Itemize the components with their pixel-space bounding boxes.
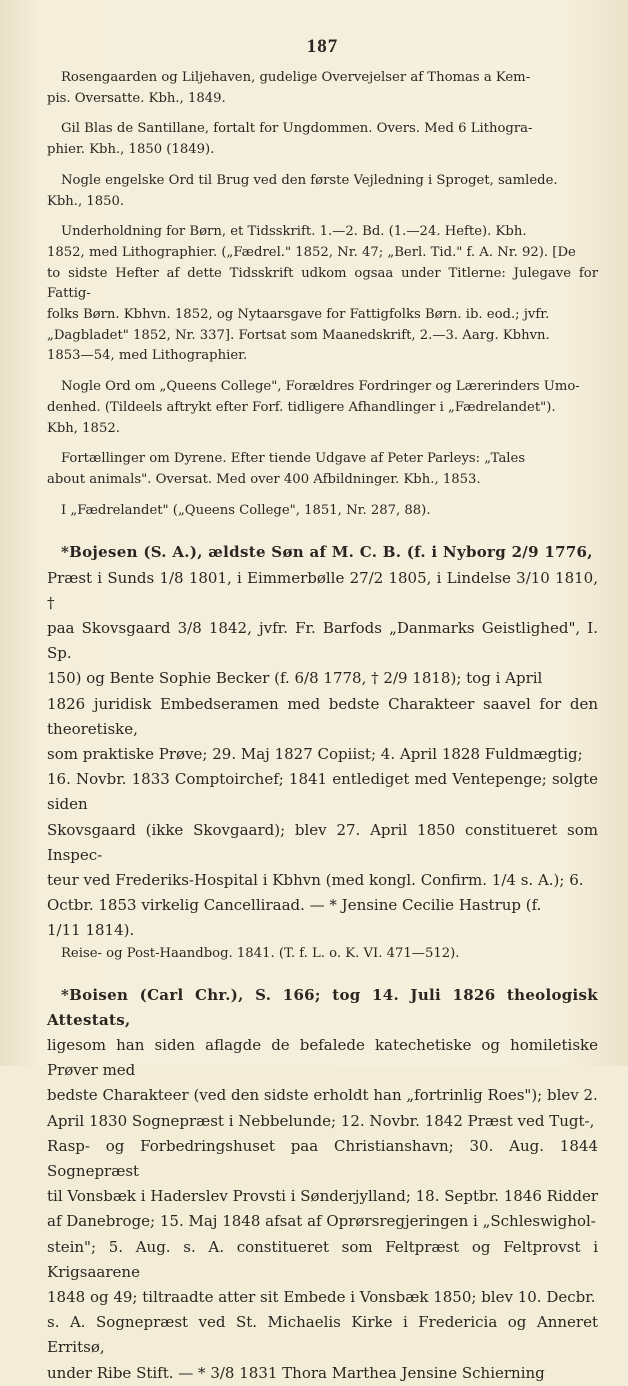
text-line: Rasp- og Forbedringshuset paa Christianshavn; 30. Aug. 1844 Sognepræst [47,1136,598,1181]
bibliography-list [47,68,598,521]
text-line: Underholdning for Børn, et Tidsskrift. 1.—2. Bd. (1.—24. Hefte). Kbh. [61,224,527,240]
text-line: Kbh, 1852. [47,420,120,436]
entry-headline: *Boisen (Carl Chr.), S. 166; tog 14. Juli 1826 theologisk Attestats, [47,985,598,1029]
entry-headline: *Bojesen (S. A.), ældste Søn af M. C. B. (f. i Nyborg 2/9 1776, [61,543,593,562]
text-line: Gil Blas de Santillane, fortalt for Ungdommen. Overs. Med 6 Lithogra- [61,121,533,137]
bibliography-item [47,377,598,439]
text-line: Kbh., 1850. [47,193,125,209]
text-line: 1852, med Lithographier. („Fædrel." 1852, Nr. 47; „Berl. Tid." f. A. Nr. 92). [De [47,244,576,260]
text-line: April 1830 Sognepræst i Nebbelunde; 12. Novbr. 1842 Præst ved Tugt-, [47,1111,595,1130]
text-line: Fortællinger om Dyrene. Efter tiende Udgave af Peter Parleys: „Tales [61,451,526,467]
text-line: som praktiske Prøve; 29. Maj 1827 Copiist; 4. April 1828 Fuldmægtig; [47,744,583,763]
text-line: denhed. (Tildeels aftrykt efter Forf. tidligere Afhandlinger i „Fædrelandet"). [47,399,556,415]
bibliography-item [47,119,598,160]
text-line: til Vonsbæk i Haderslev Provsti i Sønderjylland; 18. Septbr. 1846 Ridder [47,1187,598,1206]
bibliography-item [47,68,598,109]
biography-entry-bojesen [47,540,598,963]
text-line: stein"; 5. Aug. s. A. constitueret som Feltpræst og Feltprovst i Krigsaarene [47,1237,598,1281]
biography-entry-boisen [47,983,598,1386]
text-line: ligesom han siden aflagde de befalede katechetiske og homiletiske Prøver med [47,1036,598,1080]
text-line: Octbr. 1853 virkelig Cancelliraad. — * Jensine Cecilie Hastrup (f. [47,896,542,915]
text-line: 1853—54, med Lithographier. [47,348,248,364]
text-line: 150) og Bente Sophie Becker (f. 6/8 1778, † 2/9 1818); tog i April [47,669,543,688]
text-line: about animals". Oversat. Med over 400 Afbildninger. Kbh., 1853. [47,471,481,487]
text-line: Skovsgaard (ikke Skovgaard); blev 27. April 1850 constitueret som Inspec- [47,820,598,864]
bibliography-item [47,222,598,367]
text-line: under Ribe Stift. — * 3/8 1831 Thora Marthea Jensine Schierning [47,1363,545,1382]
text-line: to sidste Hefter af dette Tidsskrift udkom ogsaa under Titlerne: Julegave for Fattig- [47,265,598,302]
text-line: Nogle Ord om „Queens College", Forældres Fordringer og Lærerinders Umo- [61,379,580,395]
text-line: Nogle engelske Ord til Brug ved den første Vejledning i Sproget, samlede. [61,172,558,188]
text-line: s. A. Sognepræst ved St. Michaelis Kirke i Fredericia og Anneret Erritsø, [47,1313,598,1357]
text-line: 1848 og 49; tiltraadte atter sit Embede i Vonsbæk 1850; blev 10. Decbr. [47,1288,596,1307]
text-line: I „Fædrelandet" („Queens College", 1851, Nr. 287, 88). [61,502,431,518]
text-line: 16. Novbr. 1833 Comptoirchef; 1841 entlediget med Ventepenge; solgte siden [47,770,598,814]
text-line: pis. Oversatte. Kbh., 1849. [47,90,226,106]
text-line: phier. Kbh., 1850 (1849). [47,142,215,158]
page-number: 187 [306,36,339,57]
text-line: teur ved Frederiks-Hospital i Kbhvn (med kongl. Confirm. 1/4 s. A.); 6. [47,871,584,889]
entry-reference: Reise- og Post-Haandbog. 1841. (T. f. L. o. K. VI. 471—512). [61,945,460,961]
text-line: „Dagbladet" 1852, Nr. 337]. Fortsat som Maanedskrift, 2.—3. Aarg. Kbhvn. [47,327,550,343]
bibliography-item [47,501,598,522]
text-line: Præst i Sunds 1/8 1801, i Eimmerbølle 27/2 1805, i Lindelse 3/10 1810, † [47,568,598,612]
text-line: paa Skovsgaard 3/8 1842, jvfr. Fr. Barfods „Danmarks Geistlighed", I. Sp. [47,618,598,663]
text-line: Rosengaarden og Liljehaven, gudelige Overvejelser af Thomas a Kem- [61,70,531,85]
text-line: 1826 juridisk Embedseramen med bedste Charakteer saavel for den theoretiske, [47,694,598,738]
text-line: 1/11 1814). [47,921,135,940]
text-line: bedste Charakteer (ved den sidste erholdt han „fortrinlig Roes"); blev 2. [47,1086,598,1105]
bibliography-item [47,449,598,490]
bibliography-item [47,171,598,212]
text-line: folks Børn. Kbhvn. 1852, og Nytaarsgave for Fattigfolks Børn. ib. eod.; jvfr. [47,307,550,323]
text-line: af Danebroge; 15. Maj 1848 afsat af Oprørsregjeringen i „Schleswighol- [47,1212,596,1231]
